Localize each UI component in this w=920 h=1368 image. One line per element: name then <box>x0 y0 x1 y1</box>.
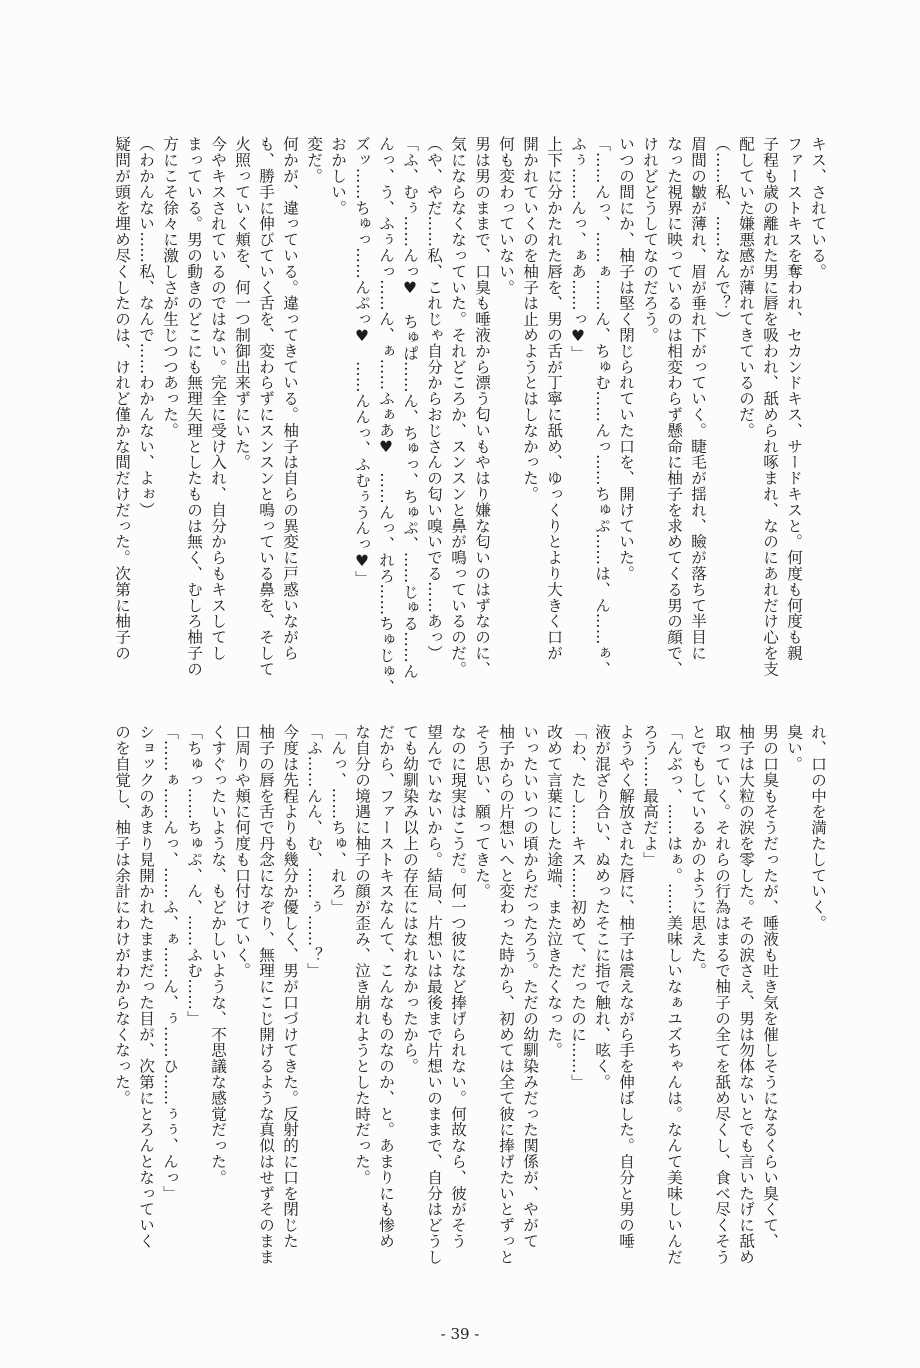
text-line: 今度は先程よりも幾分か優しく、男が口づけてきた。反射的に口を閉じた <box>281 724 299 1249</box>
text-line: とでもしているかのように思えた。 <box>689 724 707 979</box>
text-line: 火照っていく頬を、何一つ制御出来ずにいた。 <box>233 136 251 470</box>
text-line: んっ、う、ふぅんっ……ん、ぁ……ふぁあ♥ ……んっ、れろ……ちゅじゅ、 <box>377 136 395 695</box>
text-line: 臭い。 <box>785 724 803 772</box>
text-line: キス、されている。 <box>809 136 827 280</box>
text-line: な自分の境遇に柚子の顔が歪み、泣き崩れようとした時だった。 <box>353 724 371 1186</box>
text-line: そう思い、願ってきた。 <box>473 724 491 899</box>
text-line: 子程も歳の離れた男に唇を吸われ、舐められ啄まれ、なのにあれだけ心を支 <box>761 136 779 677</box>
text-line: 口周りや頬に何度も口付けていく。 <box>233 724 251 979</box>
text-line: 気にならなくなっていた。それどころか、スンスンと鼻が鳴っているのだ。 <box>449 136 467 677</box>
text-line: 「……ぁ……んっ、……ふ、ぁ……ん、ぅ……ひ……ぅぅ、んっ」 <box>161 724 179 1201</box>
text-line: ふぅ……んっ、ぁあ……っ♥」 <box>569 136 587 361</box>
text-line: 開かれていくのを柚子は止めようとはしなかった。 <box>521 136 539 502</box>
text-line: 「ちゅっ……ちゅぷ、ん、……ふむ……」 <box>185 724 203 1027</box>
text-line: ようやく解放された唇に、柚子は震えながら手を伸ばした。自分と男の唾 <box>617 724 635 1249</box>
text-line: おかしい。 <box>329 136 347 216</box>
text-line: ズッ……ちゅっ……んぷっ♥ ……んんっ、ふむぅうんっ♥」 <box>353 136 371 586</box>
text-line: 疑問が頭を埋め尽くしたのは、けれど僅かな間だけだった。次第に柚子の <box>113 136 131 661</box>
page-number: - 39 - <box>440 1325 480 1343</box>
text-line: 改めて言葉にした途端、また泣きたくなった。 <box>545 724 563 1058</box>
text-line: 変だ。 <box>305 136 323 184</box>
text-line: 柚子は大粒の涙を零した。その涙さえ、男は勿体ないとでも言いたげに舐め <box>737 724 755 1265</box>
text-line: 「んっ、……ちゅ、れろ」 <box>329 724 347 915</box>
text-line: 眉間の皺が薄れ、眉が垂れ下がっていく。睫毛が揺れ、瞼が落ちて半目に <box>689 136 707 661</box>
text-line: いつの間にか、柚子は堅く閉じられていた口を、開けていた。 <box>617 136 635 582</box>
text-block-upper <box>110 136 830 696</box>
text-line: ても幼馴染み以上の存在にはなれなかったから。 <box>401 724 419 1074</box>
text-line: 取っていく。それらの行為はまるで柚子の全てを舐め尽くし、食べ尽くそう <box>713 724 731 1265</box>
text-line: のを自覚し、柚子は余計にわけがわからなくなった。 <box>113 724 131 1106</box>
text-line: 今やキスされているのではない。完全に受け入れ、自分からもキスしてし <box>209 136 227 661</box>
text-line: （わかんない……私、なんで……わかんない、よぉ） <box>137 136 155 518</box>
text-line: 「ふ、むぅ……んっ♥ ちゅぱ……ん、ちゅっ、ちゅぷ、……じゅる……ん <box>401 136 419 679</box>
text-line: いったいいつの頃からだったろう。ただの幼馴染みだった関係が、やがて <box>521 724 539 1249</box>
text-line: 男の口臭もそうだったが、唾液も吐き気を催しそうになるくらい臭くて、 <box>761 724 779 1249</box>
text-block-lower <box>110 724 830 1294</box>
text-line: なのに現実はこうだ。何一つ彼になど捧げられない。何故なら、彼がそう <box>449 724 467 1249</box>
text-line: ファーストキスを奪われ、セカンドキス、サードキスと。何度も何度も親 <box>785 136 803 661</box>
text-line: まっている。男の動きのどこにも無理矢理としたものは無く、むしろ柚子の <box>185 136 203 677</box>
text-line: だから、ファーストキスなんて、こんなものなのか、と。あまりにも惨め <box>377 724 395 1249</box>
text-line: （……私、……なんで？） <box>713 136 731 327</box>
text-line: 上下に分かたれた唇を、男の舌が丁寧に舐め、ゆっくりとより大きく口が <box>545 136 563 661</box>
text-line: 何も変わっていない。 <box>497 136 515 295</box>
text-line: 柚子の唇を舌で丹念になぞり、無理にこじ開けるような真似はせずそのまま <box>257 724 275 1265</box>
text-line: ろう……最高だよ」 <box>641 724 659 868</box>
text-line: も、勝手に伸びていく舌を、変わらずにスンスンと鳴っている鼻を、そして <box>257 136 275 677</box>
text-line: 「わ、たし……キス……初めて、だったのに……」 <box>569 724 587 1090</box>
text-line: 何かが、違っている。違ってきている。柚子は自らの異変に戸惑いながら <box>281 136 299 661</box>
text-line: 液が混ざり合い、ぬめったそこに指で触れ、呟く。 <box>593 724 611 1090</box>
text-line: 方にこそ徐々に激しさが生じつつあった。 <box>161 136 179 439</box>
text-line: 配していた嫌悪感が薄れてきているのだ。 <box>737 136 755 439</box>
text-line: 望んでいないから。結局、片想いは最後まで片想いのままで、自分はどうし <box>425 724 443 1265</box>
text-line: 「……んっ、……ぁ……ん、ちゅむ……んっ……ちゅぷ……は、ん……ぁ、 <box>593 136 611 677</box>
text-line: 男は男のままで、口臭も唾液から漂う匂いもやはり嫌な匂いのはずなのに、 <box>473 136 491 677</box>
text-line: 柚子からの片想いへと変わった時から、初めては全て彼に捧げたいとずっと <box>497 724 515 1265</box>
text-line: 「んぶっ、……はぁ。……美味しいなぁユズちゃんは。なんて美味しいんだ <box>665 724 683 1265</box>
text-line: れ、口の中を満たしていく。 <box>809 724 827 931</box>
text-line: くすぐったいような、もどかしいような、不思議な感覚だった。 <box>209 724 227 1186</box>
text-line: なった視界に映っているのは相変わらず懸命に柚子を求めてくる男の顔で、 <box>665 136 683 677</box>
text-line: （や、やだ……私、これじゃ自分からおじさんの匂い嗅いでる……あっ） <box>425 136 443 661</box>
text-line: けれどどうしてなのだろう。 <box>641 136 659 343</box>
text-line: 「ふ……んん、む、……ぅ……？」 <box>305 724 323 979</box>
text-line: ショックのあまり見開かれたままだった目が、次第にとろんとなっていく <box>137 724 155 1249</box>
